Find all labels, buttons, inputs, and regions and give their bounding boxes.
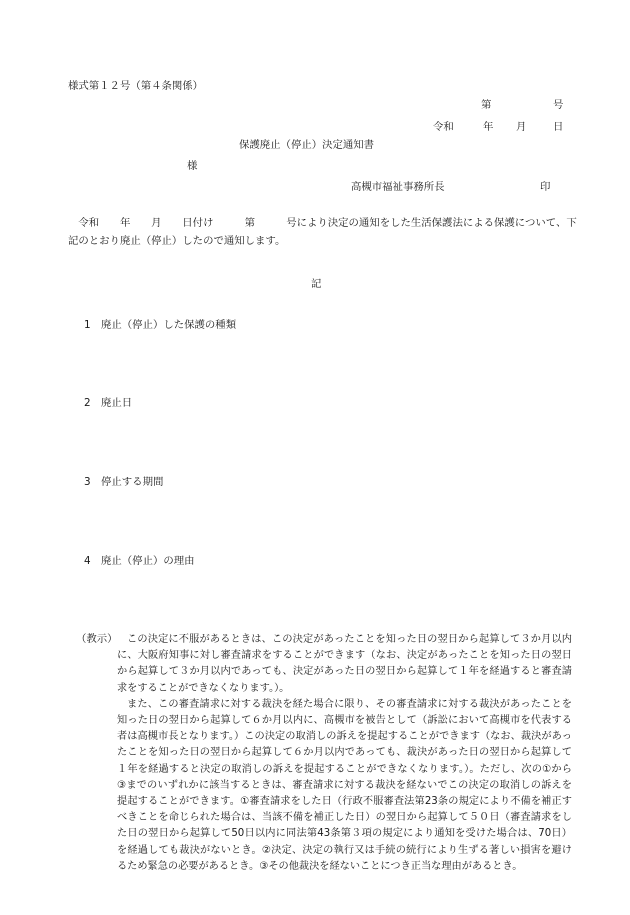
seal-mark: 印 (540, 181, 551, 193)
item-4: 4 廃止（停止）の理由 (84, 555, 195, 567)
date-era: 令和 (433, 121, 454, 133)
document-title: 保護廃止（停止）決定通知書 (239, 139, 375, 151)
number-suffix: 号 (553, 99, 564, 111)
instruction-paragraph-1: この決定に不服があるときは、この決定があったことを知った日の翌日から起算して３か月以内に、大阪府知事に対し審査請求をすることができます（なお、決定があったことを知った日の翌日から起算して３か月以内であっても、決定があった日の翌日から起算して１年を経過すると審査請求をすることができなくなります。）。 (117, 634, 572, 694)
body-text: 令和 年 月 日付け 第 号により決定の通知をした生活保護法による保護について、下記のとおり廃止（停止）したので通知します。 (68, 217, 577, 247)
number-prefix: 第 (481, 99, 492, 111)
form-number: 様式第１２号（第４条関係） (68, 80, 204, 92)
item-2: 2 廃止日 (84, 397, 133, 409)
date-month: 月 (516, 121, 527, 133)
addressee-suffix: 様 (187, 160, 198, 172)
instruction-paragraph-2: また、この審査請求に対する裁決を経た場合に限り、その審査請求に対する裁決があったことを知った日の翌日から起算して６か月以内に、高槻市を被告として（訴訟において高槻市を代表する者は高槻市長となります。）この決定の取消しの訴えを提起することができます（なお、裁決があったことを知った日の翌日から起算して６か月以内であっても、裁決があった日の翌日から起算して１年を経過すると決定の取消しの訴えを提起することができなくなります。）。ただし、次の①から③までのいずれかに該当するときは、審査請求に対する裁決を経ないでこの決定の取消しの訴えを提起することができます。①審査請求をした日（行政不服審査法第23条の規定により不備を補正すべきことを命じられた場合は、当該不備を補正した日）の翌日から起算して５０日（審査請求をした日の翌日から起算して50日以内に同法第43条第３項の規定により通知を受けた場合は、70日）を経過しても裁決がないとき。②決定、決定の執行又は手続の続行により生ずる著しい損害を避けるため緊急の必要があるとき。③その他裁決を経ないことにつき正当な理由があるとき。 (117, 698, 572, 872)
item-3: 3 停止する期間 (84, 476, 164, 488)
date-day: 日 (553, 121, 564, 133)
ki-heading: 記 (311, 278, 322, 290)
instruction-label: （教示） (76, 633, 118, 645)
item-1: 1 廃止（停止）した保護の種類 (84, 319, 237, 331)
date-year: 年 (483, 121, 494, 133)
instruction-text (117, 632, 572, 875)
issuer: 高槻市福祉事務所長 (351, 181, 445, 193)
